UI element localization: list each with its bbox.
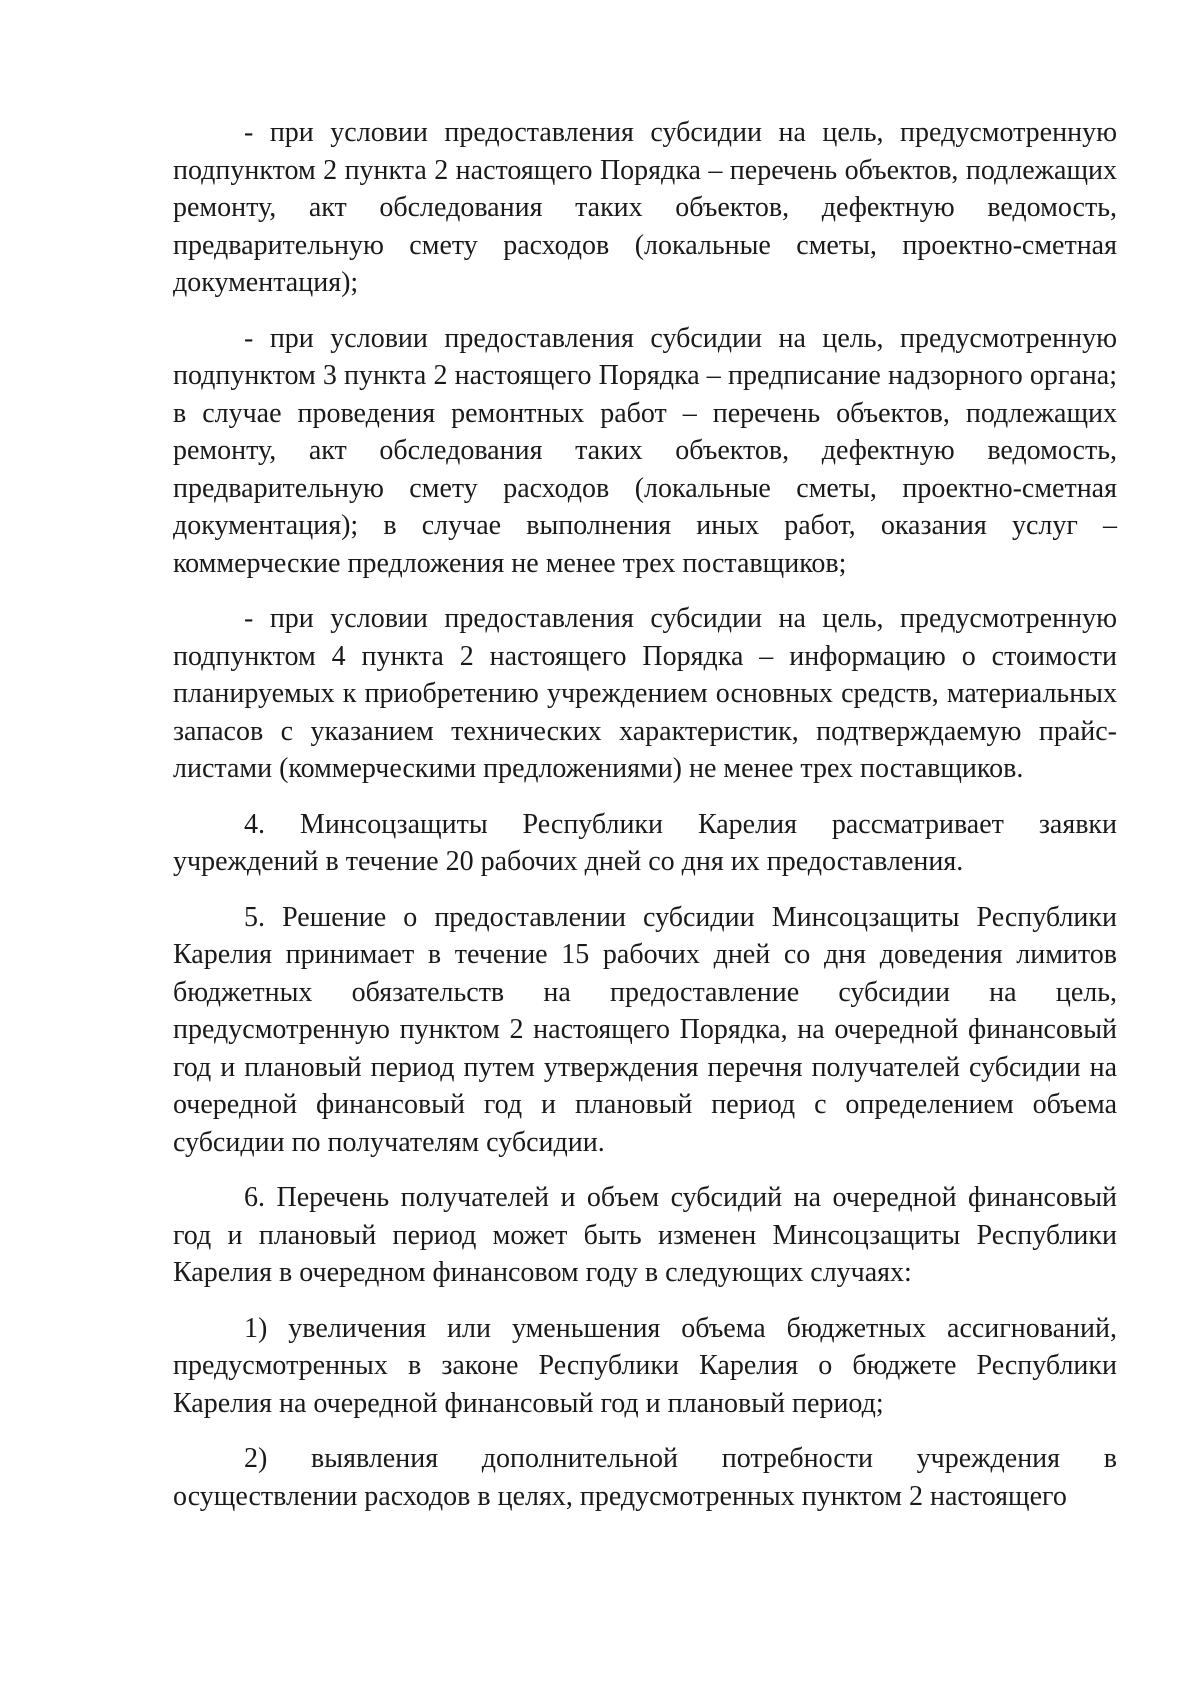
paragraph-case-2: 2) выявления дополнительной потребности учреждения в осуществлении расходов в целях, предусмотренных пунктом 2 настоящего: [173, 1443, 1117, 1512]
paragraph-point-5: 5. Решение о предоставлении субсидии Минсоцзащиты Республики Карелия принимает в течение 15 рабочих дней со дня доведения лимитов бюджетных обязательств на предоставление субсидии на цель, предусмотренную пунктом 2 настоящего Порядка, на очередной финансовый год и плановый период путем утверждения перечня получателей субсидии на очередной финансовый год и плановый период с определением объема субсидии по получателям субсидии.: [173, 901, 1117, 1158]
paragraph-subsidy-item-4: - при условии предоставления субсидии на цель, предусмотренную подпунктом 4 пункта 2 настоящего Порядка – информацию о стоимости планируемых к приобретению учреждением основных средств, материальных запасов с указанием технических характеристик, подтверждаемую прайс-листами (коммерческими предложениями) не менее трех поставщиков.: [173, 603, 1117, 784]
paragraph-subsidy-item-3: - при условии предоставления субсидии на цель, предусмотренную подпунктом 3 пункта 2 настоящего Порядка – предписание надзорного органа; в случае проведения ремонтных работ – перечень объектов, подлежащих ремонту, акт обследования таких объектов, дефектную ведомость, предварительную смету расходов (локальные сметы, проектно-сметная документация); в случае выполнения иных работ, оказания услуг – коммерческие предложения не менее трех поставщиков;: [173, 322, 1117, 579]
paragraph-point-4: 4. Минсоцзащиты Республики Карелия рассматривает заявки учреждений в течение 20 рабочих дней со дня их предоставления.: [173, 808, 1117, 877]
paragraph-point-6: 6. Перечень получателей и объем субсидий на очередной финансовый год и плановый период может быть изменен Минсоцзащиты Республики Карелия в очередном финансовом году в следующих случаях:: [173, 1182, 1117, 1288]
document-body: [173, 114, 1117, 1515]
paragraph-subsidy-item-2: - при условии предоставления субсидии на цель, предусмотренную подпунктом 2 пункта 2 настоящего Порядка – перечень объектов, подлежащих ремонту, акт обследования таких объектов, дефектную ведомость, предварительную смету расходов (локальные сметы, проектно-сметная документация);: [173, 117, 1117, 298]
paragraph-case-1: 1) увеличения или уменьшения объема бюджетных ассигнований, предусмотренных в законе Республики Карелия о бюджете Республики Карелия на очередной финансовый год и плановый период;: [173, 1312, 1117, 1419]
